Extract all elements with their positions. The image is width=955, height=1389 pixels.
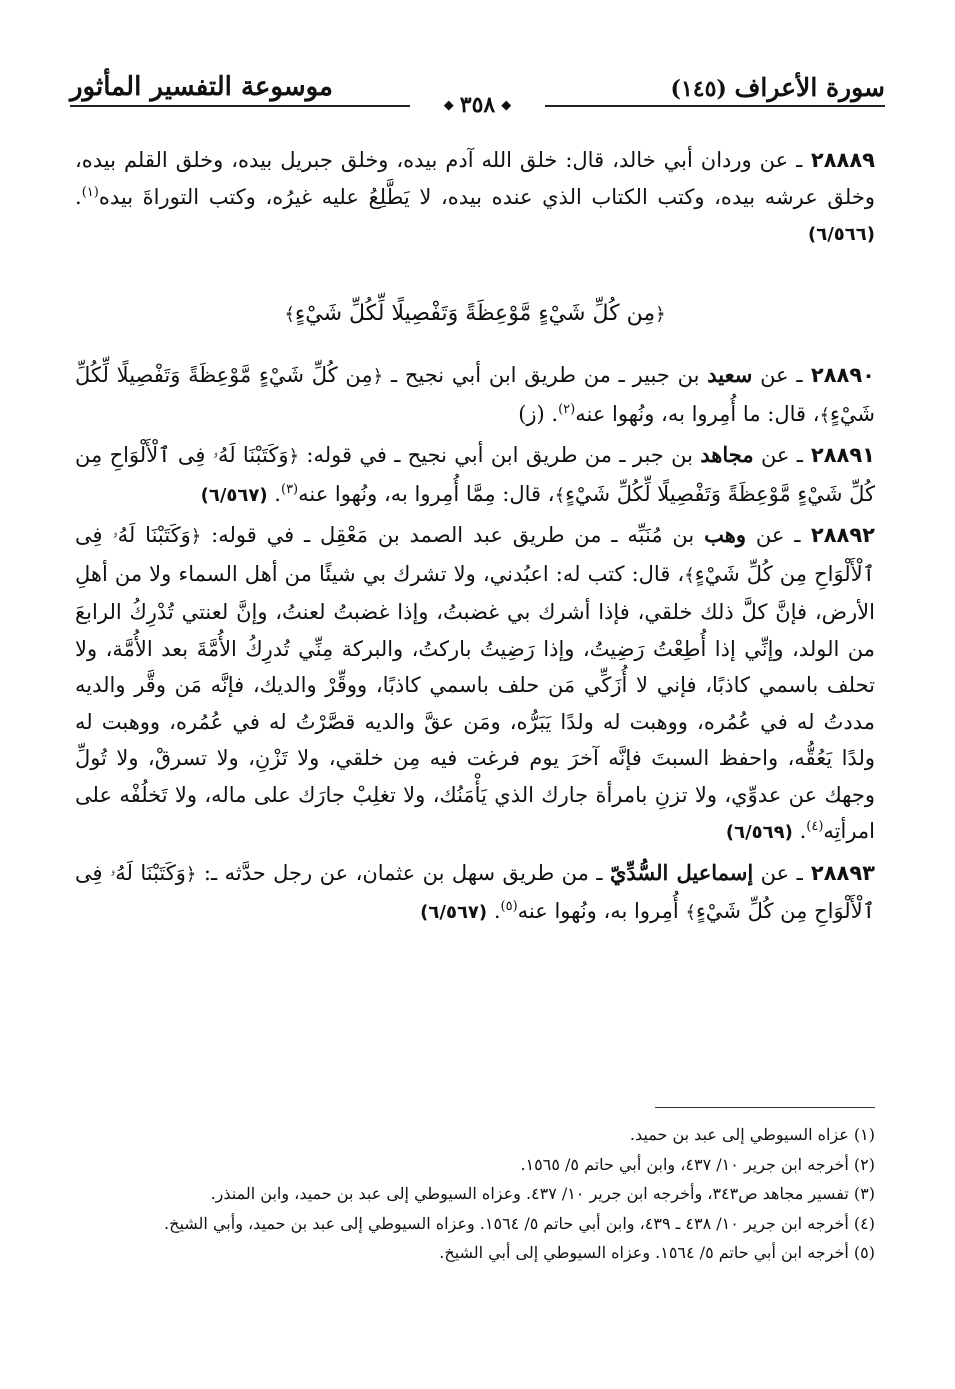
- verse-heading-text: مِن كُلِّ شَيْءٍ مَّوْعِظَةً وَتَفْصِيلًا لِّكُلِّ شَيْءٍ: [294, 300, 656, 326]
- footnote-ref: (٣): [280, 481, 299, 497]
- entry-text: بن جبر ـ من طريق ابن أبي نجيح ـ في قوله:: [306, 443, 693, 467]
- entry-text: .: [274, 481, 281, 506]
- footnote-ref: (١): [81, 184, 99, 200]
- entry-number: ٢٨٨٩٣: [810, 860, 875, 885]
- quran-bracket-open-icon: ﴿: [372, 366, 384, 387]
- quran-quote: وَكَتَبْنَا لَهُۥ فِى ٱلْأَلْوَاحِ مِن كُلِّ شَيْءٍ: [75, 860, 875, 923]
- athar-entry: [75, 517, 875, 852]
- volume-citation: (٦/٥٦٧): [420, 902, 488, 923]
- athar-entry: [75, 357, 875, 434]
- entry-text: .: [493, 899, 501, 923]
- quran-bracket-close-icon: ﴾: [284, 303, 295, 325]
- quran-bracket-close-icon: ﴾: [684, 564, 695, 586]
- narrator-name: مجاهد: [700, 442, 754, 467]
- entry-text: ، قال: مِمَّا أُمِروا به، ونُهوا عنه: [298, 481, 555, 506]
- footnote: (٣) تفسير مجاهد ص٣٤٣، وأخرجه ابن جرير ١٠/ ٤٣٧. وعزاه السيوطي إلى عبد بن حميد، وابن المنذر.: [210, 1184, 875, 1203]
- entry-text: .: [75, 184, 82, 209]
- diamond-ornament-icon: ◆: [443, 97, 454, 113]
- entry-text: .: [799, 819, 807, 843]
- quran-bracket-close-icon: ﴾: [685, 902, 696, 923]
- quran-bracket-close-icon: ﴾: [819, 404, 831, 426]
- entry-number: ٢٨٨٩١: [810, 443, 875, 467]
- entry-number: ٢٨٨٩٢: [810, 523, 875, 547]
- quran-bracket-open-icon: ﴿: [190, 526, 202, 547]
- athar-entry: [75, 855, 875, 932]
- quran-bracket-open-icon: ﴿: [185, 863, 197, 885]
- narrator-name: سعيد: [707, 362, 753, 387]
- footnote-ref: (٥): [500, 899, 518, 914]
- athar-entry: [75, 142, 875, 254]
- footnotes: [80, 1122, 875, 1270]
- footnote: (١) عزاه السيوطي إلى عبد بن حميد.: [629, 1125, 875, 1144]
- footnote-separator: [655, 1107, 875, 1108]
- entry-text: ـ عن: [760, 443, 803, 467]
- entry-text: بن جبير ـ من طريق ابن أبي نجيح ـ: [390, 363, 700, 387]
- entry-text: ـ عن: [760, 860, 803, 885]
- entry-text: ، قال: كتب له: اعبُدني، ولا تشرك بي شيئًا من أهل السماء ولا من أهلِ الأرض، فإنَّ كلَّ ذلك خلقي، فإذا أشرك بي غضبتُ، وإذا غضبتُ لعنتُ، وإنَّ لعنتي تُدْرِكُ الرابعَ من الولد، وإنِّي إذا أُطِعْتُ رَضِيتُ، وإذا رَضِيتُ باركتُ، والبركة مِنِّي تُدرِكُ الأُمَّةَ بعد الأُمَّة، ولا تحلف باسمي كاذبًا، فإني لا أُزَكِّي مَن حلف باسمي كاذبًا، ووقِّرْ والديك، فإنَّه مَن وقَّر والديه مددتُ له في عُمُره، ووهبت له ولدًا يَبَرُّه، ومَن عقَّ والديه قصَّرْتُ له في عُمُره، ووهبت له ولدًا يَعُقُّه، واحفظ السبتَ فإنَّه آخرَ يوم فرغت فيه مِن خلقي، ولا تَزْنِ، ولا تسرقْ، ولا تُولِّ وجهك عن عدوِّي، ولا تزنِ بامرأة جارك الذي يَأْمَنُك، ولا تغلِبْ جارَك على ماله، ولا تَخلُفْه على امرأتِه: [75, 561, 875, 843]
- entry-text: ـ من طريق سهل بن عثمان، عن رجل حدَّثه ـ:: [203, 860, 603, 885]
- entry-text: بن مُنَبِّه ـ من طريق عبد الصمد بن مَعْقِل ـ في قوله:: [211, 523, 695, 547]
- footnote: (٢) أخرجه ابن جرير ١٠/ ٤٣٧، وابن أبي حاتم ٥/ ١٥٦٥.: [520, 1154, 875, 1174]
- quran-quote: مِن كُلِّ شَيْءٍ مَّوْعِظَةً وَتَفْصِيلًا لِّكُلِّ شَيْءٍ: [75, 363, 875, 426]
- sura-verse: (١٤٥): [670, 75, 727, 102]
- narrator-name: وهب: [704, 522, 746, 547]
- footnote: (٤) أخرجه ابن جرير ١٠/ ٤٣٨ ـ ٤٣٩، وابن أبي حاتم ٥/ ١٥٦٤. وعزاه السيوطي إلى عبد بن حميد، وأبي الشيخ.: [164, 1213, 875, 1233]
- page-number: ٣٥٨: [459, 92, 496, 118]
- entry-text: أُمِروا به، ونُهوا عنه: [517, 899, 679, 923]
- volume-citation: (٦/٥٦٩): [725, 822, 793, 843]
- diamond-ornament-icon: ◆: [501, 97, 512, 113]
- entry-number: ٢٨٨٩٠: [810, 363, 875, 387]
- footnote: (٥) أخرجه ابن أبي حاتم ٥/ ١٥٦٤. وعزاه السيوطي إلى أبي الشيخ.: [439, 1243, 875, 1262]
- quran-bracket-open-icon: ﴿: [288, 446, 300, 467]
- sura-name: سورة الأعراف: [734, 72, 885, 102]
- page-number-box: [410, 88, 545, 122]
- main-text: [75, 142, 875, 935]
- footnote-ref: (٢): [558, 401, 576, 417]
- volume-citation: (٦/٥٦٧): [200, 484, 268, 506]
- entry-text: ، قال: ما أُمِروا به، ونُهوا عنه: [575, 401, 820, 426]
- quran-bracket-close-icon: ﴾: [554, 484, 566, 506]
- volume-citation: (٦/٥٦٦): [808, 224, 875, 245]
- entry-text: . (ز): [518, 401, 559, 426]
- quran-quote: وَكَتَبْنَا لَهُۥ فِى ٱلْأَلْوَاحِ مِن كُلِّ شَيْءٍ: [75, 523, 875, 586]
- entry-text: ـ عن: [760, 363, 803, 387]
- quran-quote: وَكَتَبْنَا لَهُۥ فِى ٱلْأَلْوَاحِ مِن كُلِّ شَيْءٍ مَّوْعِظَةً وَتَفْصِيلًا لِّكُلِّ شَيْءٍ: [75, 443, 875, 506]
- entry-text: ـ عن وردان أبي خالد، قال: خلق الله آدم بيده، وخلق جبريل بيده، وخلق القلم بيده، وخلق عرشه بيده، وكتب الكتاب الذي عنده بيده، لا يَطَّلِعُ عليه غيرُه، وكتب التوراةَ بيده: [75, 148, 875, 209]
- athar-entry: [75, 437, 875, 514]
- sura-label: [671, 73, 885, 102]
- verse-heading: [75, 296, 875, 334]
- narrator-name: إسماعيل السُّدِّيّ: [609, 859, 754, 885]
- entry-number: ٢٨٨٨٩: [810, 148, 875, 172]
- quran-bracket-open-icon: ﴿: [655, 303, 666, 325]
- book-title: موسوعة التفسير المأثور: [70, 72, 333, 102]
- entry-text: ـ عن: [755, 523, 801, 547]
- footnote-ref: (٤): [806, 819, 824, 834]
